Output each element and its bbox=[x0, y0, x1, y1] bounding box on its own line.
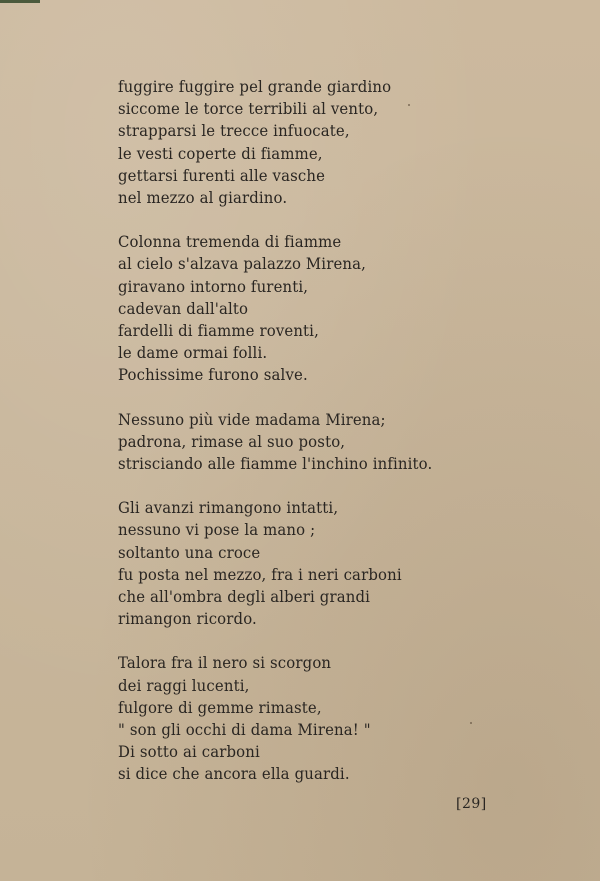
poem-line: Gli avanzi rimangono intatti, bbox=[118, 499, 339, 518]
poem-line: che all'ombra degli alberi grandi bbox=[118, 588, 371, 607]
paper-speck bbox=[318, 246, 320, 248]
stanza-3 bbox=[118, 409, 558, 476]
page-number: [29] bbox=[456, 796, 487, 812]
poem-line: padrona, rimase al suo posto, bbox=[118, 432, 346, 451]
poem-line: " son gli occhi di dama Mirena! " bbox=[118, 721, 371, 740]
poem-line: le vesti coperte di fiamme, bbox=[118, 144, 323, 163]
poem-line: nel mezzo al giardino. bbox=[118, 189, 288, 208]
poem-line: gettarsi furenti alle vasche bbox=[118, 166, 326, 185]
paper-speck bbox=[470, 722, 472, 724]
page-edge-mark bbox=[0, 0, 40, 3]
poem-line: cadevan dall'alto bbox=[118, 299, 249, 318]
poem-line: si dice che ancora ella guardi. bbox=[118, 765, 350, 784]
stanza-1 bbox=[118, 76, 558, 209]
poem-line: fardelli di fiamme roventi, bbox=[118, 322, 319, 341]
paper-speck bbox=[408, 104, 410, 106]
poem-line: Di sotto ai carboni bbox=[118, 743, 260, 762]
poem-line: Pochissime furono salve. bbox=[118, 366, 308, 385]
stanza-4 bbox=[118, 497, 558, 630]
poem-line: soltanto una croce bbox=[118, 543, 261, 562]
poem-line: Colonna tremenda di fiamme bbox=[118, 233, 342, 252]
poem-line: siccome le torce terribili al vento, bbox=[118, 100, 379, 119]
stanza-2 bbox=[118, 231, 558, 386]
poem-line: nessuno vi pose la mano ; bbox=[118, 521, 316, 540]
poem-line: dei raggi lucenti, bbox=[118, 676, 250, 695]
poem-line: Talora fra il nero si scorgon bbox=[118, 654, 332, 673]
poem-text bbox=[118, 76, 558, 808]
poem-line: Nessuno più vide madama Mirena; bbox=[118, 410, 386, 429]
poem-line: fulgore di gemme rimaste, bbox=[118, 698, 322, 717]
poem-line: rimangon ricordo. bbox=[118, 610, 257, 629]
poem-line: al cielo s'alzava palazzo Mirena, bbox=[118, 255, 367, 274]
poem-line: fuggire fuggire pel grande giardino bbox=[118, 78, 392, 96]
poem-line: strapparsi le trecce infuocate, bbox=[118, 122, 350, 141]
poem-line: fu posta nel mezzo, fra i neri carboni bbox=[118, 565, 402, 584]
poem-line: strisciando alle fiamme l'inchino infinito. bbox=[118, 455, 433, 474]
poem-line: giravano intorno furenti, bbox=[118, 277, 309, 296]
stanza-5 bbox=[118, 652, 558, 785]
poem-line: le dame ormai folli. bbox=[118, 344, 268, 363]
